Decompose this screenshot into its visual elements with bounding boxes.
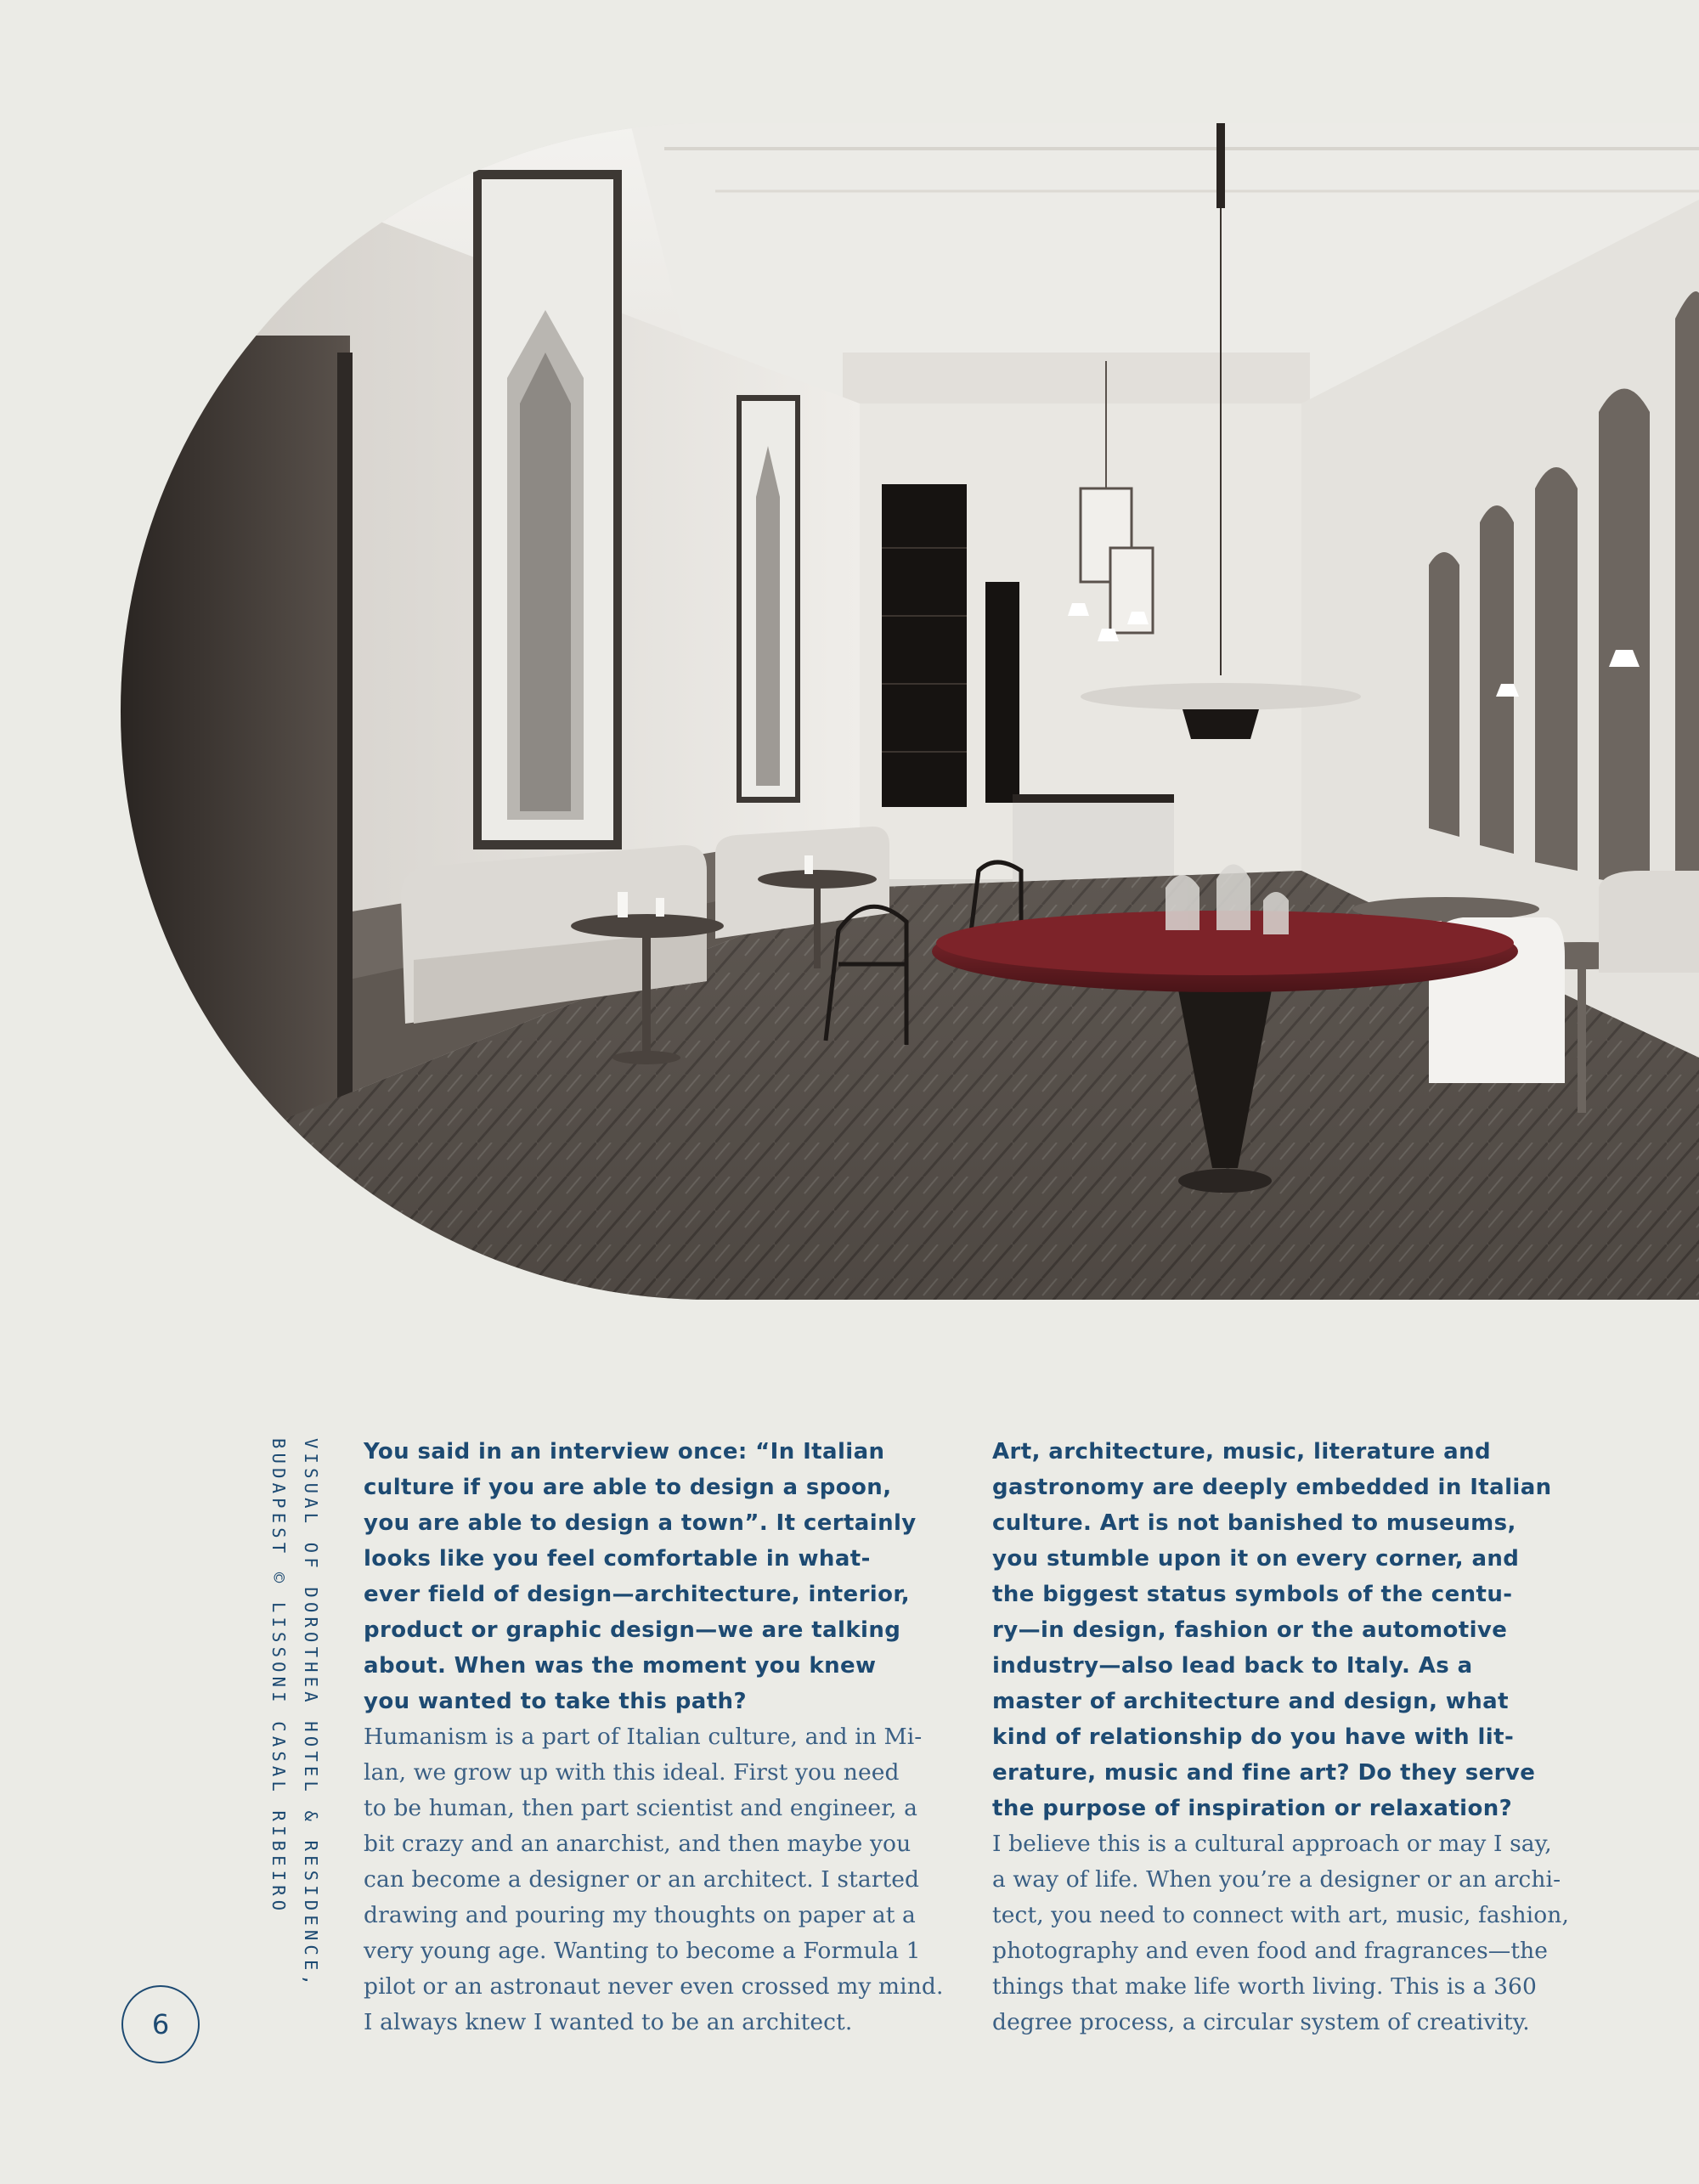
question-line: You said in an interview once: “In Italian	[364, 1439, 885, 1464]
answer-line: lan, we grow up with this ideal. First you need	[364, 1759, 900, 1786]
page-number-badge	[121, 1985, 200, 2063]
question-line: about. When was the moment you knew	[364, 1653, 877, 1679]
interview-question	[992, 1434, 1587, 1826]
caption-line-2: BUDAPEST © LISSONI CASAL RIBEIRO	[268, 1438, 289, 1916]
left-column	[364, 1434, 971, 2040]
answer-line: things that make life worth living. This is a 360	[992, 1973, 1537, 2000]
question-line: master of architecture and design, what	[992, 1689, 1509, 1714]
answer-line: a way of life. When you’re a designer or an archi-	[992, 1866, 1561, 1893]
question-line: product or graphic design—we are talking	[364, 1617, 901, 1643]
question-line: industry—also lead back to Italy. As a	[992, 1653, 1473, 1679]
hero-image	[121, 123, 1699, 1300]
answer-line: pilot or an astronaut never even crossed my mind.	[364, 1973, 944, 2000]
question-line: Art, architecture, music, literature and	[992, 1439, 1491, 1464]
answer-line: drawing and pouring my thoughts on paper at a	[364, 1902, 916, 1928]
answer-line: degree process, a circular system of creativity.	[992, 2009, 1530, 2035]
answer-line: very young age. Wanting to become a Formula 1	[364, 1938, 921, 1964]
answer-line: to be human, then part scientist and engineer, a	[364, 1795, 918, 1821]
question-line: looks like you feel comfortable in what-	[364, 1546, 871, 1572]
question-line: ry—in design, fashion or the automotive	[992, 1617, 1508, 1643]
right-column	[992, 1434, 1587, 2040]
interview-question	[364, 1434, 971, 1719]
page-number: 6	[151, 2008, 170, 2040]
question-line: gastronomy are deeply embedded in Italian	[992, 1475, 1552, 1500]
question-line: culture. Art is not banished to museums,	[992, 1510, 1516, 1536]
answer-line: can become a designer or an architect. I started	[364, 1866, 920, 1893]
hotel-interior-illustration	[121, 123, 1699, 1300]
answer-line: tect, you need to connect with art, music, fashion,	[992, 1902, 1569, 1928]
interview-answer	[992, 1826, 1587, 2040]
question-line: kind of relationship do you have with lit-	[992, 1724, 1515, 1750]
interview-answer	[364, 1719, 971, 2040]
caption-line-1: VISUAL OF DOROTHEA HOTEL & RESIDENCE,	[301, 1438, 321, 1990]
question-line: you are able to design a town”. It certainly	[364, 1510, 917, 1536]
image-caption	[262, 1438, 327, 1989]
question-line: you stumble upon it on every corner, and	[992, 1546, 1520, 1572]
question-line: the biggest status symbols of the centu-	[992, 1582, 1513, 1607]
answer-line: photography and even food and fragrances—the	[992, 1938, 1549, 1964]
answer-line: Humanism is a part of Italian culture, and in Mi-	[364, 1724, 923, 1750]
question-line: erature, music and fine art? Do they serve	[992, 1760, 1536, 1786]
question-line: the purpose of inspiration or relaxation?	[992, 1796, 1513, 1821]
question-line: you wanted to take this path?	[364, 1689, 747, 1714]
answer-line: bit crazy and an anarchist, and then maybe you	[364, 1831, 912, 1857]
question-line: ever field of design—architecture, interior,	[364, 1582, 911, 1607]
answer-line: I believe this is a cultural approach or may I say,	[992, 1831, 1552, 1857]
answer-line: I always knew I wanted to be an architect.	[364, 2009, 853, 2035]
question-line: culture if you are able to design a spoon,	[364, 1475, 892, 1500]
